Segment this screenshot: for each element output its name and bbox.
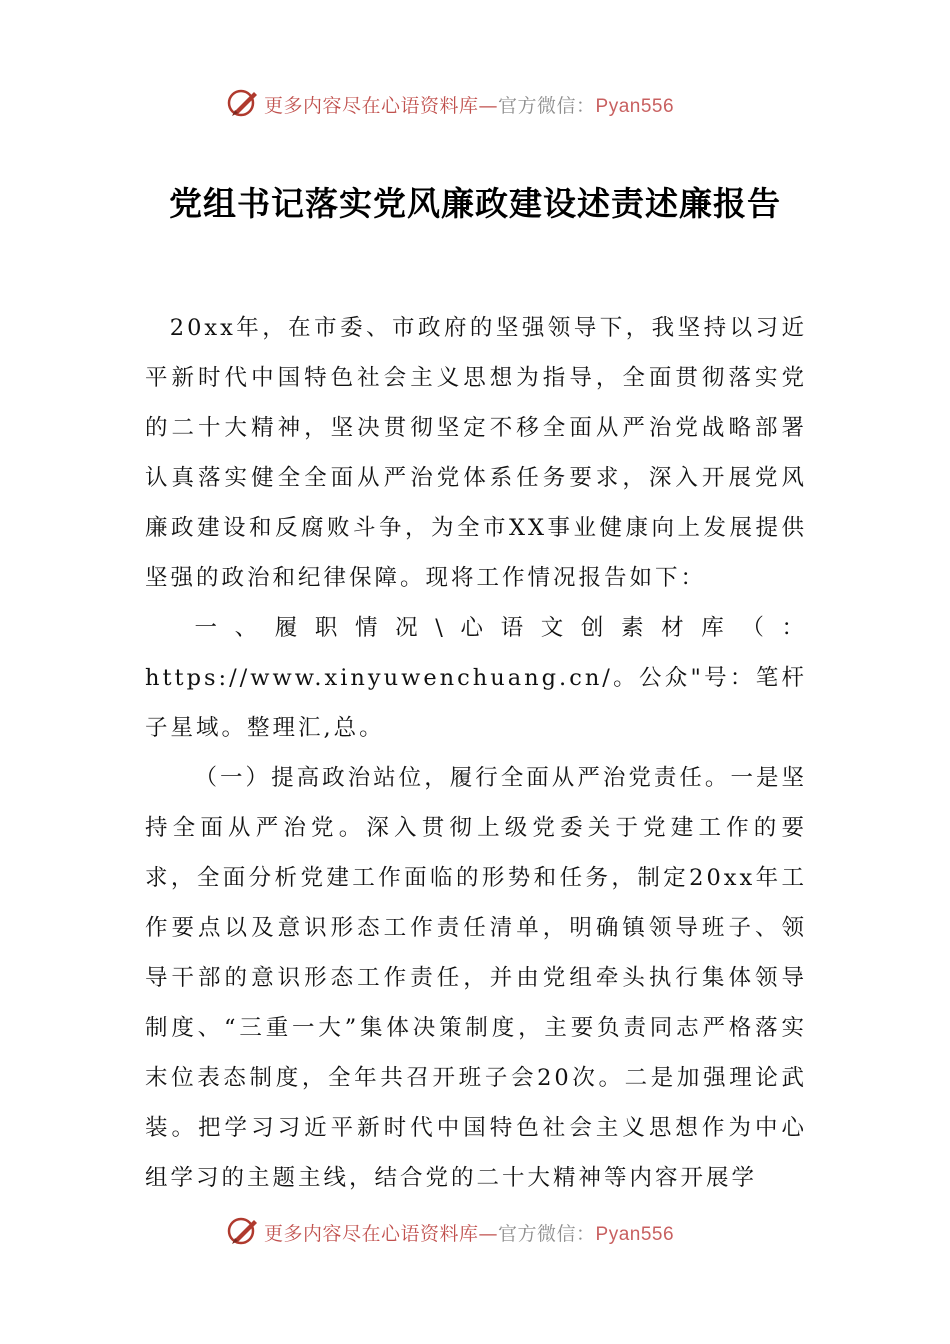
banner-text — [264, 91, 674, 118]
banner-handle: Pyan556 — [595, 1224, 675, 1245]
paragraph-section-1: （一）提高政治站位，履行全面从严治党责任。一是坚持全面从严治党。深入贯彻上级党委关于党建工作的要求，全面分析党建工作面临的形势和任务，制定20xx年工作要点以及意识形态工作责任清单，明确镇领导班子、领导干部的意识形态工作责任，并由党组牵头执行集体领导制度、“三重一大”集体决策制度，主要负责同志严格落实末位表态制度，全年共召开班子会20次。二是加强理论武装。把学习习近平新时代中国特色社会主义思想作为中心组学习的主题主线，结合党的二十大精神等内容开展学 — [145, 765, 807, 1191]
document-title: 党组书记落实党风廉政建设述责述廉报告 — [169, 184, 781, 223]
header-banner — [0, 84, 950, 124]
banner-wechat-label: 官方微信： — [498, 95, 596, 117]
paragraph-intro: 20xx年，在市委、市政府的坚强领导下，我坚持以习近平新时代中国特色社会主义思想为指导，全面贯彻落实党的二十大精神，坚决贯彻坚定不移全面从严治党战略部署认真落实健全全面从严治党体系任务要求，深入开展党风廉政建设和反腐败斗争，为全市XX事业健康向上发展提供坚强的政治和纪律保障。现将工作情况报告如下： — [145, 315, 807, 591]
pen-logo-icon — [226, 1214, 262, 1248]
banner-handle: Pyan556 — [595, 96, 675, 117]
banner-wechat-label: 官方微信： — [498, 1223, 596, 1245]
banner-lead: 更多内容尽在心语资料库— — [264, 95, 499, 117]
banner-lead: 更多内容尽在心语资料库— — [264, 1223, 499, 1245]
paragraph-section-heading: 一、履职情况\心语文创素材库（：https://www.xinyuwenchuang.cn/。公众"号：笔杆子星域。整理汇,总。 — [145, 615, 807, 741]
banner-text — [264, 1219, 674, 1246]
document-body — [145, 303, 807, 1203]
pen-logo-icon — [226, 86, 262, 120]
footer-banner — [0, 1212, 950, 1252]
